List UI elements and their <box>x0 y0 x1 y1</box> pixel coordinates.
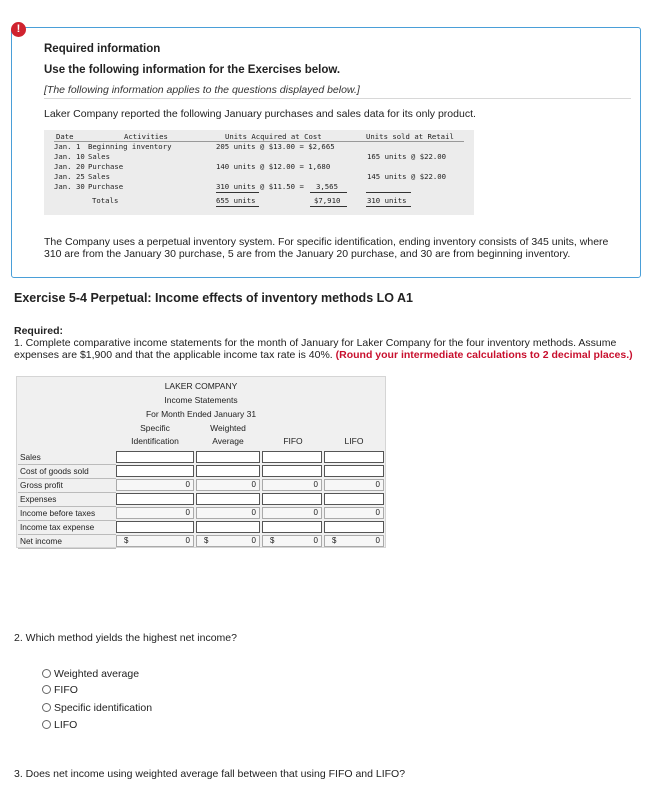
radio-button[interactable] <box>42 669 51 678</box>
amount-input[interactable] <box>116 493 194 505</box>
row-separator <box>18 520 116 521</box>
row-separator <box>18 548 116 549</box>
required-text: 1. Complete comparative income statements for the month of January for Laker Company for the four inventory methods. Assume expenses are $1,900 and that the applicable income tax rate is 40%. <box>14 337 617 361</box>
row-separator <box>18 506 116 507</box>
question-2: 2. Which method yields the highest net income? <box>14 632 237 644</box>
cost-underline <box>310 192 347 193</box>
amount-input: 0 <box>324 479 384 491</box>
amount-input: 0 <box>116 479 194 491</box>
totals-units: 655 units <box>216 196 256 205</box>
amount-input[interactable] <box>262 493 322 505</box>
required-label: Required: <box>14 325 64 337</box>
row-label: Sales <box>20 452 41 462</box>
row-date: Jan. 10 <box>54 152 85 161</box>
row-label: Cost of goods sold <box>20 466 89 476</box>
row-label: Expenses <box>20 494 57 504</box>
amount-input[interactable] <box>116 521 194 533</box>
option-specific-identification[interactable] <box>42 702 152 714</box>
radio-button[interactable] <box>42 685 51 694</box>
alert-icon: ! <box>11 22 26 37</box>
ending-inventory-paragraph: The Company uses a perpetual inventory system. For specific identification, ending inventory consists of 345 units, where 310 are from the January 30 purchase, 5 are from the January 20 purchase, and 30 are from beginning inventory. <box>44 236 609 260</box>
amount-input: 0 <box>196 507 260 519</box>
row-acquired: 310 units @ $11.50 = <box>216 182 304 191</box>
row-date: Jan. 25 <box>54 172 85 181</box>
row-separator <box>18 478 116 479</box>
amount-input[interactable] <box>324 521 384 533</box>
col-lifo: LIFO <box>344 436 364 446</box>
statement-title: Income Statements <box>164 395 238 405</box>
dollar-sign: $ <box>124 536 129 545</box>
radio-button[interactable] <box>42 720 51 729</box>
amount-input[interactable] <box>324 493 384 505</box>
amount-input: 0 <box>196 535 260 547</box>
dollar-sign: $ <box>332 536 337 545</box>
row-date: Jan. 1 <box>54 142 81 151</box>
amount-input: 0 <box>324 535 384 547</box>
col-weighted-line1: Weighted <box>210 423 246 433</box>
row-date: Jan. 20 <box>54 162 85 171</box>
question-3: 3. Does net income using weighted average fall between that using FIFO and LIFO? <box>14 768 406 780</box>
radio-button[interactable] <box>42 703 51 712</box>
cost-double-underline <box>310 206 347 207</box>
option-label: LIFO <box>54 719 78 731</box>
amount-input[interactable] <box>262 451 322 463</box>
row-sold: 165 units @ $22.00 <box>367 152 447 161</box>
row-activity: Purchase <box>88 182 124 191</box>
statement-period: For Month Ended January 31 <box>145 409 257 419</box>
amount-input: 0 <box>324 507 384 519</box>
amount-input: 0 <box>196 479 260 491</box>
sold-underline <box>366 192 411 193</box>
row-date: Jan. 30 <box>54 182 85 191</box>
row-activity: Purchase <box>88 162 124 171</box>
totals-label: Totals <box>92 196 119 205</box>
row-acquired: 205 units @ $13.00 = $2,665 <box>216 142 335 151</box>
exercise-title: Exercise 5-4 Perpetual: Income effects of inventory methods LO A1 <box>14 291 413 305</box>
col-specific-line2: Identification <box>131 436 179 446</box>
row-activity: Beginning inventory <box>88 142 172 151</box>
row-label: Gross profit <box>20 480 63 490</box>
divider <box>44 98 631 99</box>
amount-input: 0 <box>262 535 322 547</box>
amount-input[interactable] <box>324 451 384 463</box>
option-label: FIFO <box>54 684 78 696</box>
intro-text: Laker Company reported the following January purchases and sales data for its only product. <box>44 108 476 120</box>
totals-cost: $7,910 <box>314 196 341 205</box>
row-activity: Sales <box>88 172 110 181</box>
header-units-acquired: Units Acquired at Cost <box>225 132 322 141</box>
row-sold: 145 units @ $22.00 <box>367 172 447 181</box>
units-underline <box>216 192 259 193</box>
header-date: Date <box>56 132 74 141</box>
row-separator <box>18 464 116 465</box>
col-fifo: FIFO <box>283 436 303 446</box>
use-following-heading: Use the following information for the Exercises below. <box>44 64 341 76</box>
amount-input[interactable] <box>196 521 260 533</box>
amount-input: 0 <box>116 507 194 519</box>
col-weighted-line2: Average <box>212 436 244 446</box>
col-specific-line1: Specific <box>140 423 170 433</box>
row-activity: Sales <box>88 152 110 161</box>
row-acquired: 140 units @ $12.00 = 1,680 <box>216 162 331 171</box>
row-acquired-total: 3,565 <box>316 182 338 191</box>
required-information-heading: Required information <box>44 43 161 55</box>
dollar-sign: $ <box>270 536 275 545</box>
amount-input[interactable] <box>196 493 260 505</box>
header-units-sold: Units sold at Retail <box>366 132 454 141</box>
amount-input[interactable] <box>116 465 194 477</box>
dollar-sign: $ <box>204 536 209 545</box>
purchases-sales-table <box>44 130 474 215</box>
amount-input: 0 <box>262 479 322 491</box>
header-activities: Activities <box>124 132 168 141</box>
amount-input[interactable] <box>262 521 322 533</box>
option-lifo[interactable] <box>42 719 77 731</box>
units-double-underline <box>216 206 259 207</box>
applies-note: [The following information applies to the questions displayed below.] <box>44 84 360 96</box>
amount-input[interactable] <box>324 465 384 477</box>
totals-sold: 310 units <box>367 196 407 205</box>
option-label: Weighted average <box>54 668 140 680</box>
row-label: Income before taxes <box>20 508 96 518</box>
amount-input[interactable] <box>116 451 194 463</box>
amount-input: 0 <box>116 535 194 547</box>
option-fifo[interactable] <box>42 684 78 696</box>
amount-input: 0 <box>262 507 322 519</box>
row-separator <box>18 492 116 493</box>
option-weighted-average[interactable] <box>42 668 139 680</box>
company-name: LAKER COMPANY <box>164 381 238 391</box>
amount-input[interactable] <box>196 451 260 463</box>
row-separator <box>18 534 116 535</box>
sold-double-underline <box>366 206 411 207</box>
required-instructions <box>14 337 654 361</box>
amount-input[interactable] <box>262 465 322 477</box>
amount-input[interactable] <box>196 465 260 477</box>
option-label: Specific identification <box>54 702 153 714</box>
row-label: Net income <box>20 536 62 546</box>
row-label: Income tax expense <box>20 522 95 532</box>
rounding-instruction: (Round your intermediate calculations to 2 decimal places.) <box>335 349 633 361</box>
